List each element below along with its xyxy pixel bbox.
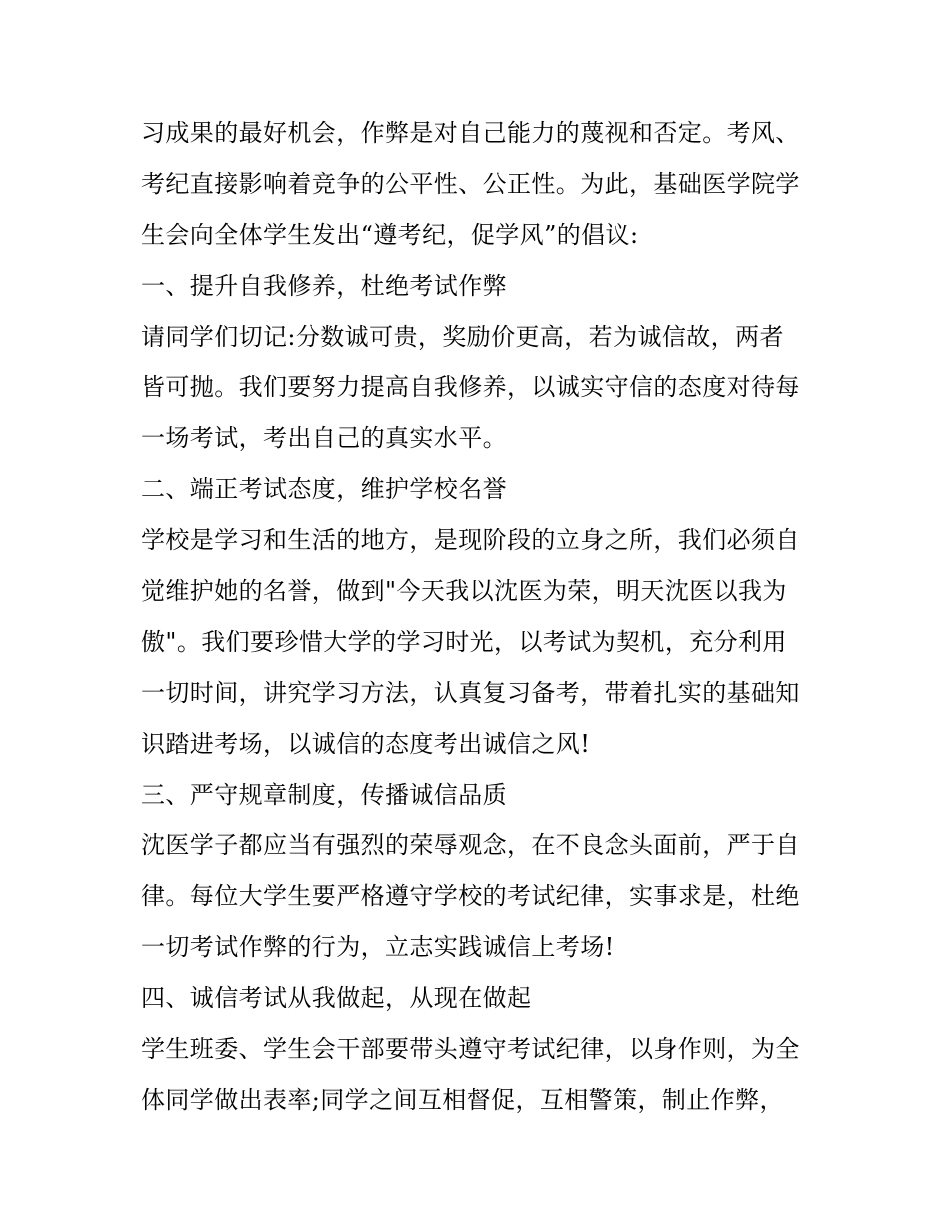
paragraph-line: 学校是学习和生活的地方，是现阶段的立身之所，我们必须自 bbox=[141, 526, 800, 555]
paragraph-line: 一切考试作弊的行为，立志实践诚信上考场! bbox=[141, 933, 615, 962]
paragraph-line: 觉维护她的名誉，做到"今天我以沈医为荣，明天沈医以我为 bbox=[141, 577, 787, 606]
section-heading-2: 二、端正考试态度，维护学校名誉 bbox=[141, 475, 507, 504]
section-heading-3: 三、严守规章制度，传播诚信品质 bbox=[141, 780, 507, 809]
paragraph-line: 傲"。我们要珍惜大学的学习时光，以考试为契机，充分利用 bbox=[141, 627, 787, 656]
paragraph-line: 识踏进考场，以诚信的态度考出诚信之风! bbox=[141, 729, 591, 758]
paragraph-line: 请同学们切记:分数诚可贵，奖励价更高，若为诚信故，两者 bbox=[141, 322, 784, 351]
paragraph-line: 一场考试，考出自己的真实水平。 bbox=[141, 424, 507, 453]
paragraph-line: 考纪直接影响着竞争的公平性、公正性。为此，基础医学院学 bbox=[141, 169, 800, 198]
document-body bbox=[141, 108, 821, 1126]
section-heading-1: 一、提升自我修养，杜绝考试作弊 bbox=[141, 271, 507, 300]
section-heading-4: 四、诚信考试从我做起，从现在做起 bbox=[141, 984, 532, 1013]
paragraph-line: 一切时间，讲究学习方法，认真复习备考，带着扎实的基础知 bbox=[141, 678, 800, 707]
paragraph-line: 习成果的最好机会，作弊是对自己能力的蔑视和否定。考风、 bbox=[141, 119, 800, 147]
paragraph-line: 体同学做出表率;同学之间互相督促，互相警策，制止作弊， bbox=[141, 1085, 784, 1114]
paragraph-line: 律。每位大学生要严格遵守学校的考试纪律，实事求是，杜绝 bbox=[141, 882, 800, 911]
paragraph-line: 沈医学子都应当有强烈的荣辱观念，在不良念头面前，严于自 bbox=[141, 831, 800, 860]
paragraph-line: 生会向全体学生发出“遵考纪，促学风”的倡议: bbox=[141, 220, 639, 249]
paragraph-line: 学生班委、学生会干部要带头遵守考试纪律，以身作则，为全 bbox=[141, 1035, 800, 1064]
paragraph-line: 皆可抛。我们要努力提高自我修养，以诚实守信的态度对待每 bbox=[141, 373, 800, 402]
